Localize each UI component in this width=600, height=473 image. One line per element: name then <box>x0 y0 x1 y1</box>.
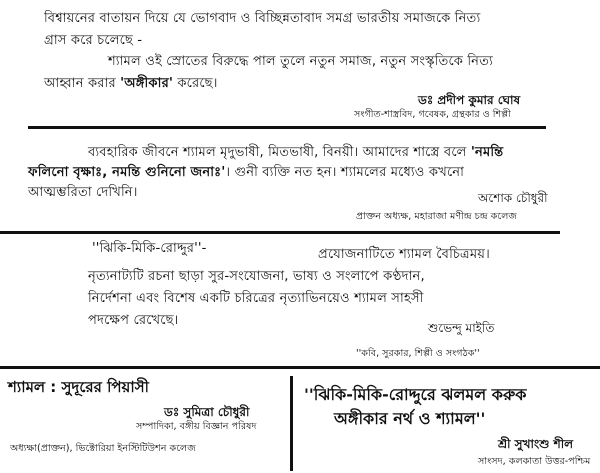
quote4-heading: শ্যামল : সুদূরের পিয়াসী <box>8 378 149 396</box>
quote2-line1 <box>88 144 503 162</box>
divider-3 <box>0 366 600 369</box>
quote1-author: ডঃ প্রদীপ কুমার ঘোষ <box>418 93 521 107</box>
quote2-line3: আত্মম্ভরিতা দেখিনি। <box>28 185 138 200</box>
divider-vertical <box>290 376 293 471</box>
quote1-line3: শ্যামল ওই স্রোতের বিরুদ্ধে পাল তুলে নতুন সমাজ, নতুন সংস্কৃতিকে নিত্য <box>108 54 493 69</box>
quote1-line4-start: আহ্বান করার <box>44 76 121 91</box>
quote4-author-role2: অধ্যক্ষা(প্রাক্তন), ভিক্টোরিয়া ইনস্টিটিউশন কলেজ <box>10 443 196 454</box>
quote3-author-role: ''কবি, সুরকার, শিল্পী ও সংগঠক'' <box>356 348 480 359</box>
quote4-author: ডঃ সুমিত্রা চৌধুরী <box>164 405 250 419</box>
quote2-author: অশোক চৌধুরী <box>478 191 548 205</box>
quote2-line1-text: ব্যবহারিক জীবনে শ্যামল মৃদুভাষী, মিতভাষী, বিনয়ী। আমাদের শাস্ত্রে বলে <box>88 145 471 160</box>
quote3-title: ''ঝিকি-মিকি-রোদ্দুর''- <box>92 241 207 256</box>
quote3-line4: পদক্ষেপ রেখেছে। <box>88 313 179 328</box>
quote2-sanskrit-start: 'নমন্তি <box>470 145 504 160</box>
quote1-line1: বিশ্বায়নের বাতায়ন দিয়ে যে ভোগবাদ ও বিচ্ছিন্নতাবাদ সমগ্র ভারতীয় সমাজকে নিত্য <box>44 11 481 26</box>
quote1-keyword: 'অঙ্গীকার' <box>120 76 174 91</box>
quote2-line2 <box>28 164 464 182</box>
quote1-line2: গ্রাস করে চলেছে - <box>44 33 143 48</box>
quote1-author-role: সংগীত-শাস্ত্রবিদ, গবেষক, গ্রন্থকার ও শিল্পী <box>354 109 511 120</box>
quote2-sanskrit-end: ফলিনো বৃক্ষাঃ, নমন্তি গুনিনো জনাঃ' <box>28 165 226 180</box>
divider-1 <box>28 126 546 129</box>
quote2-author-role: প্রাক্তন অধ্যক্ষ, মহারাজা মণীন্দ্র চন্দ্র কলেজ <box>356 211 517 222</box>
quote3-line3: নির্দেশনা এবং বিশেষ একটি চরিত্রের নৃত্যাভিনয়েও শ্যামল সাহসী <box>88 291 424 306</box>
quote2-line2-text: । গুনী ব্যক্তি নত হন। শ্যামলের মধ্যেও কখনো <box>225 165 465 180</box>
quote3-line1: প্রযোজনাটিতে শ্যামল বৈচিত্রময়। <box>318 247 490 262</box>
quote4-author-role1: সম্পাদিকা, বঙ্গীয় বিজ্ঞান পরিষদ <box>136 421 257 432</box>
quote1-line4 <box>44 75 218 93</box>
quote3-author: শুভেন্দু মাইতি <box>428 321 495 335</box>
quote5-author-role: সাংসদ, কলকাতা উত্তর-পশ্চিম <box>478 456 591 467</box>
quote5-line1: ''ঝিকি-মিকি-রোদ্দুরে ঝলমল করুক <box>304 385 527 404</box>
quote5-line2: অঙ্গীকার নর্থ ও শ্যামল'' <box>334 409 486 428</box>
divider-2 <box>0 231 560 234</box>
quote5-author: শ্রী সুখাংশু শীল <box>498 437 574 451</box>
quote1-line4-end: করেছে। <box>173 76 218 91</box>
quote3-line2: নৃত্যনাট্যটি রচনা ছাড়া সুর-সংযোজনা, ভাষ্য ও সংলাপে কণ্ঠদান, <box>88 269 425 284</box>
